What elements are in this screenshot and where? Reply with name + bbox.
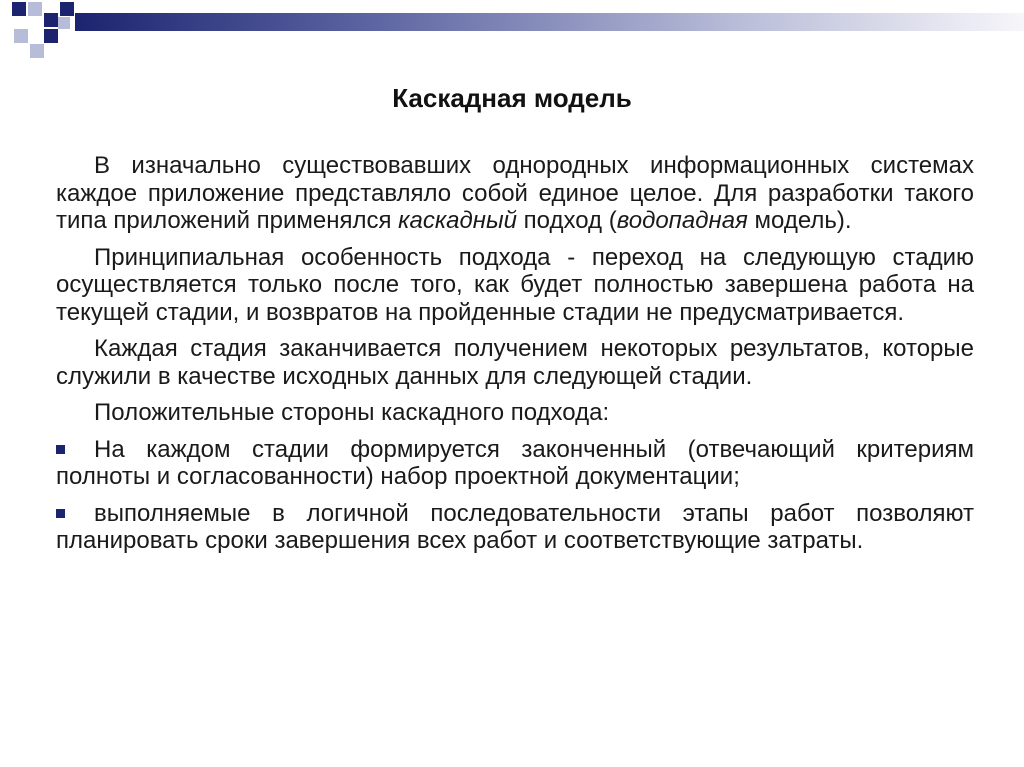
bullet-item	[56, 500, 974, 555]
paragraph-intro-text-2: подход (	[517, 207, 617, 234]
decor-square	[44, 29, 58, 43]
decor-square	[44, 13, 58, 27]
decor-square	[12, 2, 26, 16]
decor-square	[28, 2, 42, 16]
paragraph-intro	[56, 152, 974, 235]
decor-square	[30, 44, 44, 58]
paragraph-principle: Принципиальная особенность подхода - переход на следующую стадию осуществляется только после того, как будет полностью завершена работа на текущей стадии, и возвратов на пройденные стадии не предусматривается.	[56, 243, 974, 326]
decor-square	[60, 2, 74, 16]
paragraph-advantages-heading: Положительные стороны каскадного подхода:	[94, 399, 610, 426]
paragraph-intro-text-3: модель).	[747, 207, 852, 234]
slide-title: Каскадная модель	[392, 83, 632, 113]
decor-square	[58, 17, 70, 29]
header-gradient-bar	[75, 13, 1024, 31]
square-bullet-icon	[56, 509, 65, 518]
paragraph-stages: Каждая стадия заканчивается получением некоторых результатов, которые служили в качестве исходных данных для следующей стадии.	[56, 335, 974, 390]
decor-square	[14, 29, 28, 43]
bullet-text: выполняемые в логичной последовательности этапы работ позволяют планировать сроки завершения всех работ и соответствующие затраты.	[56, 499, 974, 554]
bullet-item	[56, 436, 974, 491]
slide-content	[56, 152, 974, 564]
paragraph-intro-italic-2: водопадная	[616, 207, 748, 234]
paragraph-intro-text-1: В изначально существовавших однородных информационных системах каждое приложение представляло собой единое целое. Для разработки такого типа приложений применялся	[56, 152, 974, 234]
paragraph-intro-italic-1: каскадный	[398, 207, 518, 234]
square-bullet-icon	[56, 445, 65, 454]
bullet-text: На каждом стадии формируется законченный (отвечающий критериям полноты и согласованности) набор проектной документации;	[56, 435, 974, 490]
